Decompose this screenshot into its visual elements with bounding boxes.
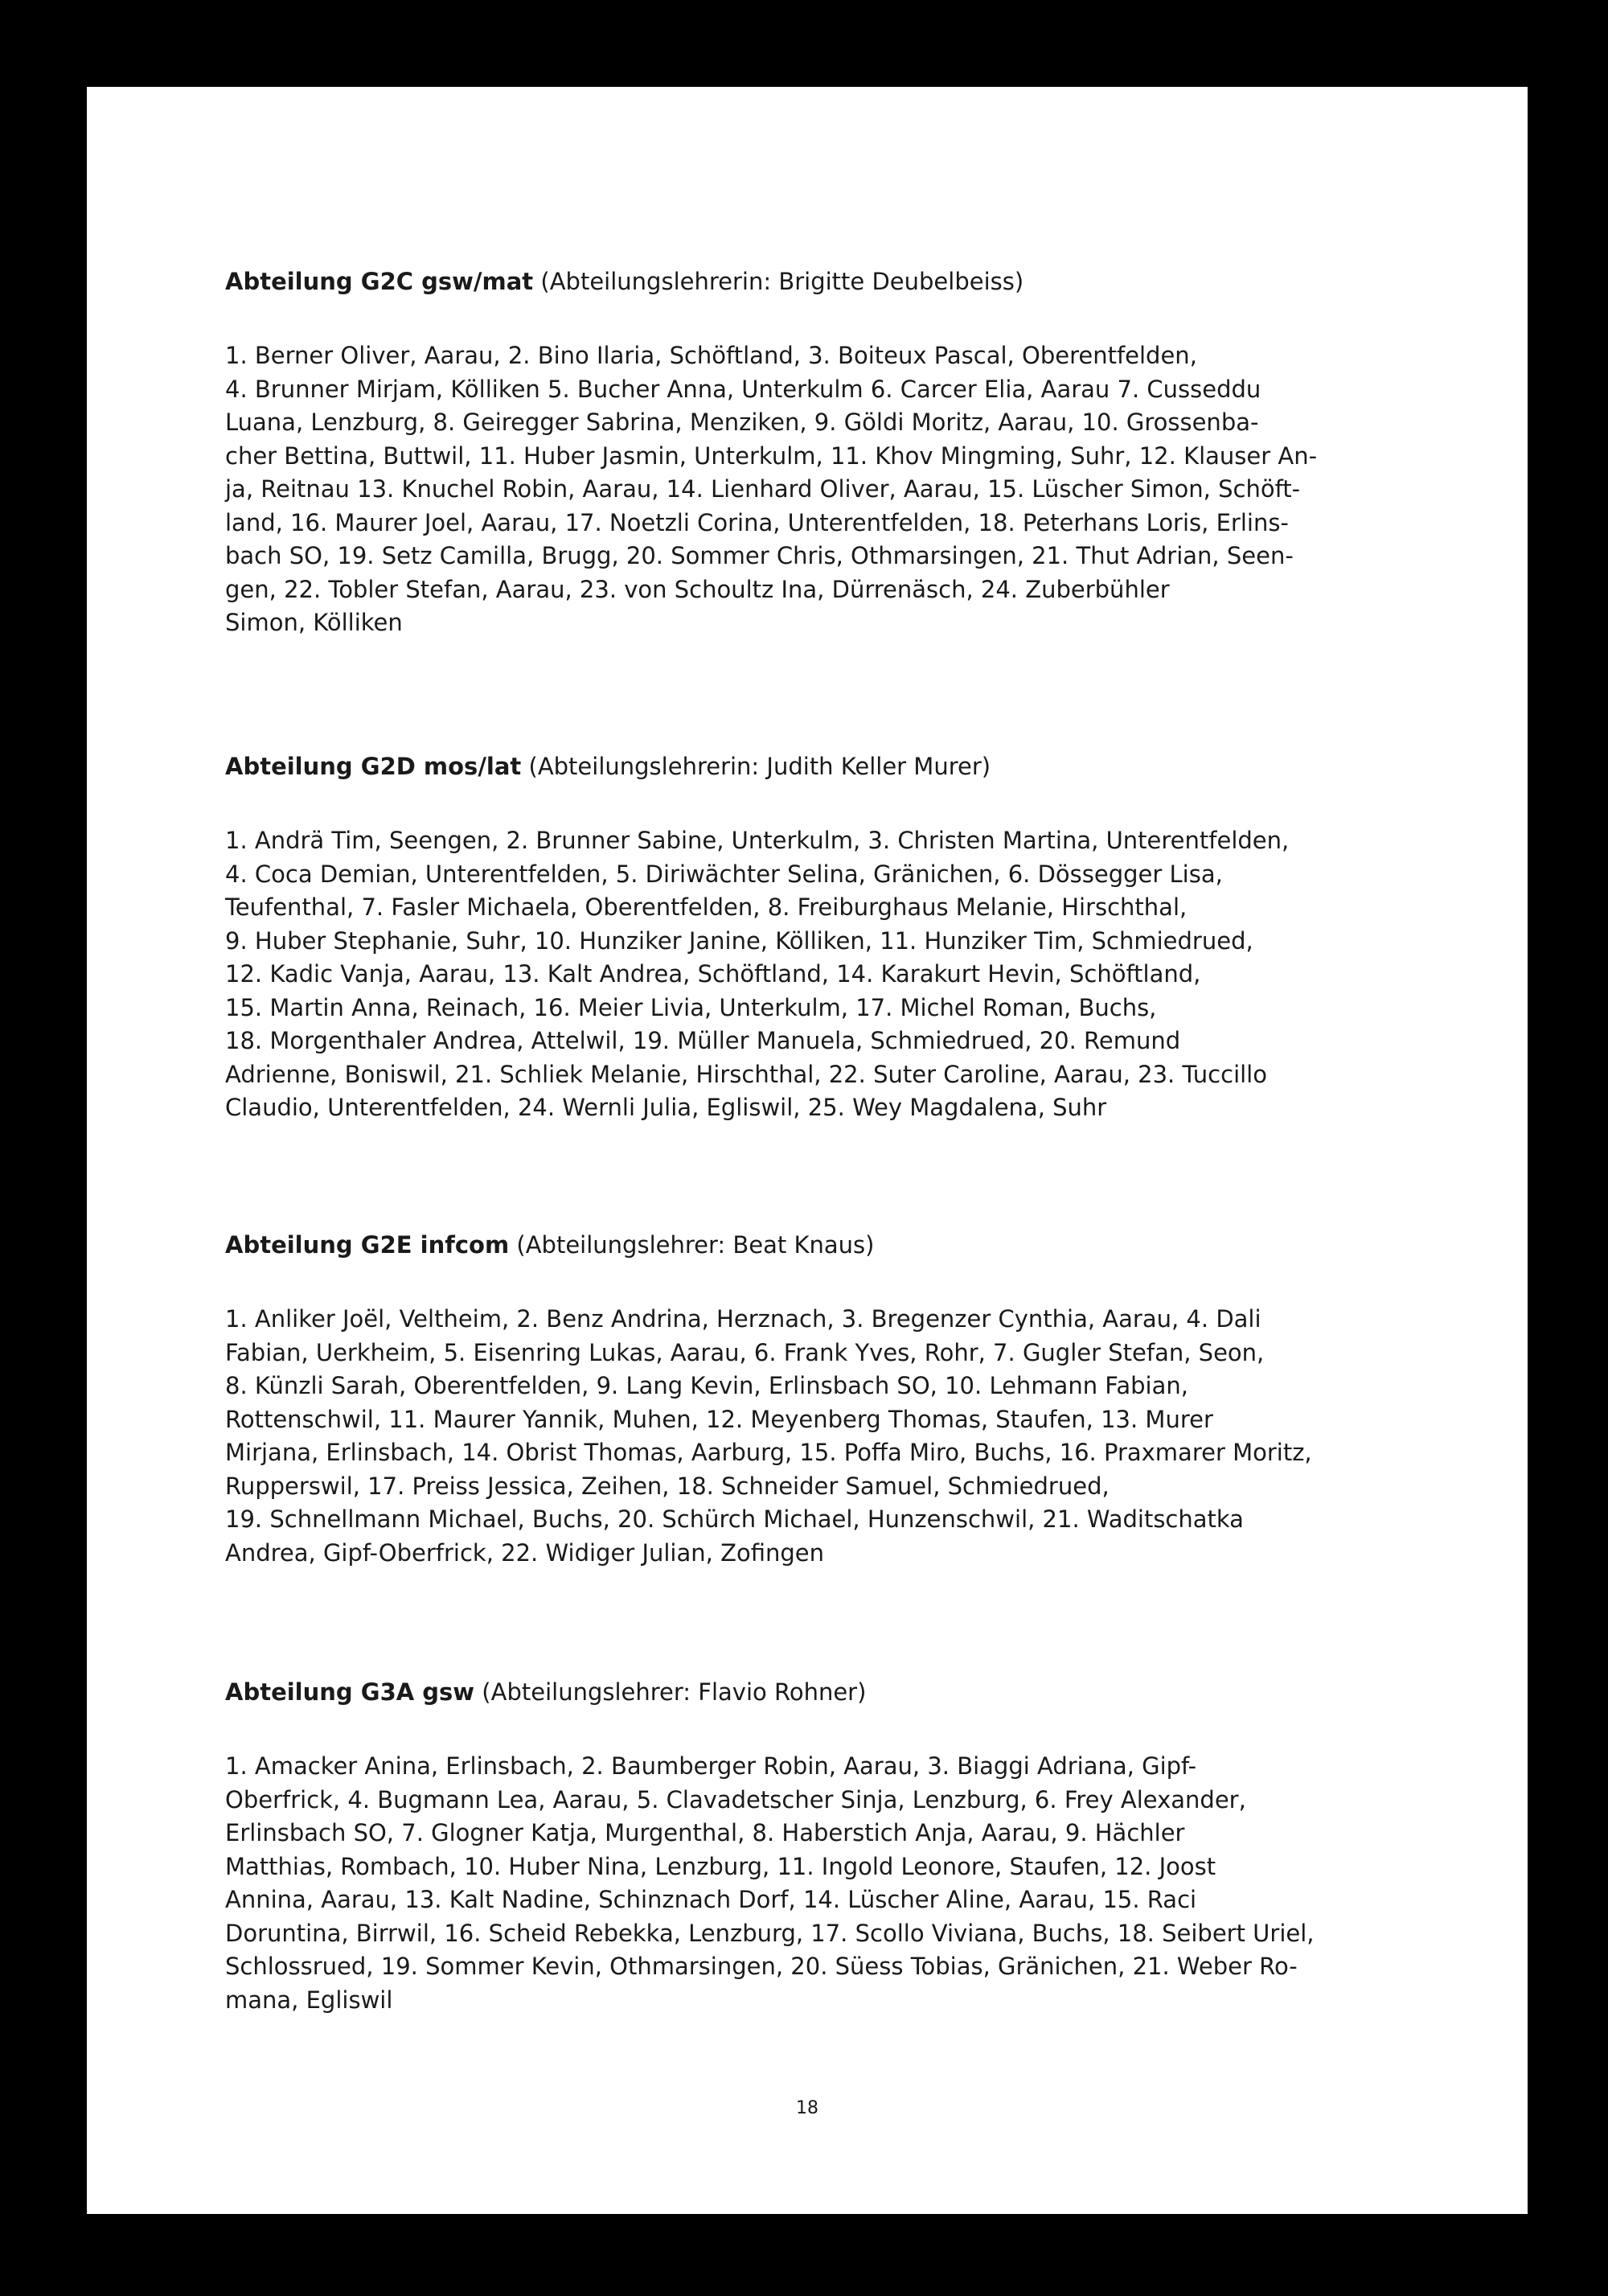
section-heading	[225, 1676, 1479, 1708]
document-page	[87, 87, 1528, 2214]
student-list-line: Matthias, Rombach, 10. Huber Nina, Lenzburg, 11. Ingold Leonore, Staufen, 12. Joost	[225, 1852, 1216, 1880]
student-list-line: 1. Berner Oliver, Aarau, 2. Bino Ilaria, Schöftland, 3. Boiteux Pascal, Oberentfelden,	[225, 342, 1197, 369]
section-g2e	[225, 1229, 1479, 1570]
section-heading-teacher: (Abteilungslehrer: Flavio Rohner)	[474, 1678, 867, 1706]
student-list-line: Mirjana, Erlinsbach, 14. Obrist Thomas, Aarburg, 15. Poffa Miro, Buchs, 16. Praxmarer Moritz,	[225, 1439, 1312, 1466]
student-list-line: 19. Schnellmann Michael, Buchs, 20. Schürch Michael, Hunzenschwil, 21. Waditschatka	[225, 1505, 1244, 1533]
student-list-line: 9. Huber Stephanie, Suhr, 10. Hunziker Janine, Kölliken, 11. Hunziker Tim, Schmiedrued,	[225, 926, 1253, 955]
student-list-line: 1. Amacker Anina, Erlinsbach, 2. Baumberger Robin, Aarau, 3. Biaggi Adriana, Gipf-	[225, 1752, 1197, 1780]
student-list-line: 18. Morgenthaler Andrea, Attelwil, 19. Müller Manuela, Schmiedrued, 20. Remund	[225, 1027, 1181, 1054]
student-list-line: gen, 22. Tobler Stefan, Aarau, 23. von Schoultz Ina, Dürrenäsch, 24. Zuberbühler	[225, 575, 1170, 603]
student-list-line: Annina, Aarau, 13. Kalt Nadine, Schinznach Dorf, 14. Lüscher Aline, Aarau, 15. Raci	[225, 1886, 1197, 1913]
student-list-line: Schlossrued, 19. Sommer Kevin, Othmarsingen, 20. Süess Tobias, Gränichen, 21. Weber Ro-	[225, 1953, 1298, 1980]
student-list	[225, 824, 1479, 1125]
student-list-line: 12. Kadic Vanja, Aarau, 13. Kalt Andrea, Schöftland, 14. Karakurt Hevin, Schöftland,	[225, 960, 1201, 988]
student-list	[225, 1750, 1479, 2017]
student-list-line: 4. Brunner Mirjam, Kölliken 5. Bucher Anna, Unterkulm 6. Carcer Elia, Aarau 7. Cusseddu	[225, 375, 1261, 403]
student-list-line: ja, Reitnau 13. Knuchel Robin, Aarau, 14. Lienhard Oliver, Aarau, 15. Lüscher Simon, Schöft-	[225, 475, 1301, 503]
student-list-line: land, 16. Maurer Joel, Aarau, 17. Noetzli Corina, Unterentfelden, 18. Peterhans Loris, Erlins-	[225, 508, 1289, 536]
section-heading-teacher: (Abteilungslehrer: Beat Knaus)	[509, 1231, 875, 1259]
student-list-line: Luana, Lenzburg, 8. Geiregger Sabrina, Menziken, 9. Göldi Moritz, Aarau, 10. Grossenba-	[225, 409, 1259, 436]
section-heading	[225, 265, 1479, 298]
section-heading-class: Abteilung G2E infcom	[225, 1231, 510, 1259]
section-g3a	[225, 1676, 1479, 2017]
section-heading	[225, 750, 1479, 782]
student-list-line: Rottenschwil, 11. Maurer Yannik, Muhen, 12. Meyenberg Thomas, Staufen, 13. Murer	[225, 1405, 1213, 1433]
student-list-line: Erlinsbach SO, 7. Glogner Katja, Murgenthal, 8. Haberstich Anja, Aarau, 9. Hächler	[225, 1819, 1185, 1846]
student-list-line: Simon, Kölliken	[225, 609, 403, 636]
student-list-line: Fabian, Uerkheim, 5. Eisenring Lukas, Aarau, 6. Frank Yves, Rohr, 7. Gugler Stefan, Seon,	[225, 1338, 1265, 1366]
student-list-line: 8. Künzli Sarah, Oberentfelden, 9. Lang Kevin, Erlinsbach SO, 10. Lehmann Fabian,	[225, 1372, 1188, 1399]
student-list-line: 15. Martin Anna, Reinach, 16. Meier Livia, Unterkulm, 17. Michel Roman, Buchs,	[225, 993, 1157, 1021]
section-heading-teacher: (Abteilungslehrerin: Brigitte Deubelbeiss)	[533, 268, 1024, 295]
section-heading-class: Abteilung G2D mos/lat	[225, 753, 522, 780]
student-list-line: mana, Egliswil	[225, 1986, 393, 2014]
student-list-line: Doruntina, Birrwil, 16. Scheid Rebekka, Lenzburg, 17. Scollo Viviana, Buchs, 18. Seibert Uriel,	[225, 1919, 1315, 1947]
student-list-line: Teufenthal, 7. Fasler Michaela, Oberentfelden, 8. Freiburghaus Melanie, Hirschthal,	[225, 893, 1188, 921]
student-list-line: 4. Coca Demian, Unterentfelden, 5. Diriwächter Selina, Gränichen, 6. Dössegger Lisa,	[225, 860, 1223, 888]
student-list-line: Adrienne, Boniswil, 21. Schliek Melanie, Hirschthal, 22. Suter Caroline, Aarau, 23. Tuccillo	[225, 1060, 1267, 1088]
section-heading-teacher: (Abteilungslehrerin: Judith Keller Murer)	[521, 753, 991, 780]
student-list	[225, 1303, 1479, 1570]
section-g2d	[225, 750, 1479, 1125]
page-number: 18	[796, 2098, 818, 2118]
student-list	[225, 339, 1479, 640]
student-list-line: 1. Andrä Tim, Seengen, 2. Brunner Sabine, Unterkulm, 3. Christen Martina, Unterentfelden,	[225, 827, 1290, 854]
section-g2c	[225, 265, 1479, 640]
section-heading	[225, 1229, 1479, 1261]
section-heading-class: Abteilung G3A gsw	[225, 1678, 475, 1706]
student-list-line: Andrea, Gipf-Oberfrick, 22. Widiger Julian, Zofingen	[225, 1538, 824, 1567]
student-list-line: bach SO, 19. Setz Camilla, Brugg, 20. Sommer Chris, Othmarsingen, 21. Thut Adrian, Seen-	[225, 542, 1294, 569]
student-list-line: cher Bettina, Buttwil, 11. Huber Jasmin, Unterkulm, 11. Khov Mingming, Suhr, 12. Klauser An-	[225, 442, 1318, 470]
student-list-line: 1. Anliker Joël, Veltheim, 2. Benz Andrina, Herznach, 3. Bregenzer Cynthia, Aarau, 4. Dali	[225, 1305, 1261, 1333]
section-heading-class: Abteilung G2C gsw/mat	[225, 268, 534, 295]
student-list-line: Claudio, Unterentfelden, 24. Wernli Julia, Egliswil, 25. Wey Magdalena, Suhr	[225, 1094, 1107, 1121]
student-list-line: Rupperswil, 17. Preiss Jessica, Zeihen, 18. Schneider Samuel, Schmiedrued,	[225, 1472, 1110, 1500]
student-list-line: Oberfrick, 4. Bugmann Lea, Aarau, 5. Clavadetscher Sinja, Lenzburg, 6. Frey Alexander,	[225, 1785, 1246, 1813]
